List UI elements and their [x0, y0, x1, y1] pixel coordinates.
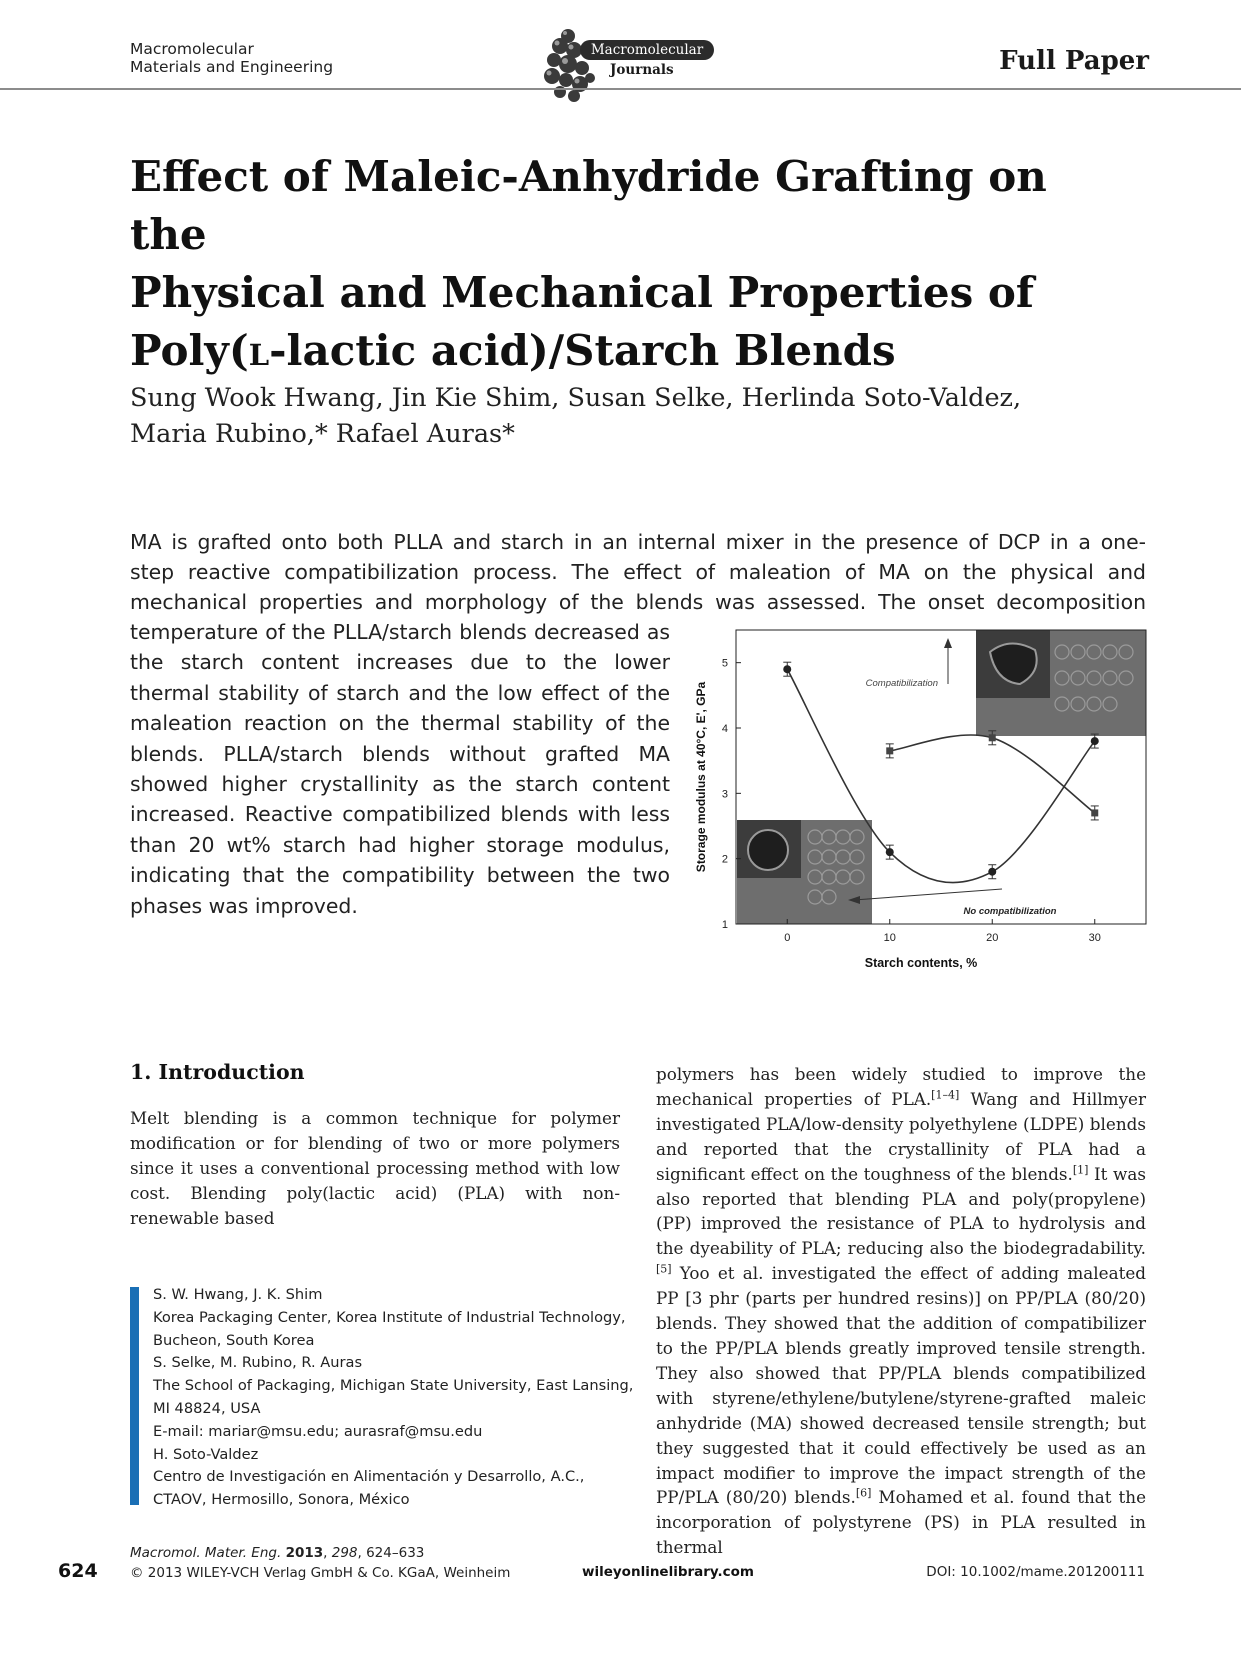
- y-tick-label: 1: [721, 919, 728, 931]
- authors-line1: Sung Wook Hwang, Jin Kie Shim, Susan Selke, Herlinda Soto-Valdez,: [130, 383, 1022, 413]
- x-tick-label: 30: [1088, 932, 1101, 944]
- affiliation-line: CTAOV, Hermosillo, Sonora, México: [153, 1491, 410, 1509]
- data-point: [1091, 737, 1099, 745]
- intro-text-2: Wang and Hillmyer investigated PLA/low-density polyethylene (LDPE) blends and reported that the crystallinity of PLA had a significant effect on the toughness of the blends.: [656, 1088, 1146, 1184]
- copyright: © 2013 WILEY-VCH Verlag GmbH & Co. KGaA, Weinheim: [130, 1565, 511, 1581]
- cite-pages: , 624–633: [357, 1545, 425, 1561]
- intro-text-4: Yoo et al. investigated the effect of adding maleated PP [3 phr (parts per hundred resins)] on PP/PLA (80/20) blends. They showed that the addition of compatibilizer to the PP/PLA blends greatly improved tensile strength. They also showed that PP/PLA blends compatibilized with styrene/ethylene/butylene/styrene-grafted maleic anhydride (MA) showed decreased tensile strength; but they suggested that it could effectively be used as an impact modifier to improve the impact strength of the PP/PLA (80/20) blends.: [656, 1263, 1146, 1508]
- section-label: Full Paper: [999, 46, 1149, 76]
- intro-text-1: polymers has been widely studied to improve the mechanical properties of PLA.: [656, 1064, 1146, 1109]
- journal-name-line1: Macromolecular: [130, 40, 254, 58]
- affiliation-line: S. Selke, M. Rubino, R. Auras: [153, 1354, 363, 1372]
- affiliation-line: H. Soto-Valdez: [153, 1445, 259, 1463]
- data-point: [989, 734, 996, 741]
- y-tick-label: 5: [721, 657, 728, 670]
- cite-year: 2013: [285, 1545, 324, 1561]
- y-tick-label: 3: [721, 788, 728, 801]
- sem-void-uncompatibilized: [748, 830, 788, 870]
- y-tick-label: 4: [721, 723, 728, 735]
- annotation-no-compatibilization: No compatibilization: [963, 906, 1057, 917]
- x-tick-label: 20: [986, 932, 999, 944]
- data-point: [886, 747, 893, 754]
- arrow-no-compatibilization: [854, 889, 1002, 900]
- intro-left-column: [130, 1060, 620, 1231]
- title-line3: [130, 322, 1110, 380]
- doi-link[interactable]: DOI: 10.1002/mame.201200111: [926, 1564, 1145, 1580]
- data-point: [886, 848, 894, 856]
- chart-svg: [690, 622, 1160, 980]
- journal-name-line2: Materials and Engineering: [130, 58, 334, 76]
- y-axis-label: Storage modulus at 40°C, E', GPa: [694, 681, 708, 873]
- abstract-line2: step reactive compatibilization process. The effect of maleation of MA on the physical and: [130, 560, 1146, 584]
- abstract-full-width: [130, 527, 1146, 617]
- series-1-line: [890, 735, 1095, 813]
- page-number: 624: [58, 1560, 98, 1582]
- citation-6[interactable]: [6]: [855, 1486, 872, 1500]
- cite-journal: Macromol. Mater. Eng.: [130, 1545, 282, 1561]
- molecule-icon: [530, 22, 610, 106]
- paper-title: [130, 148, 1110, 380]
- y-tick-label: 2: [721, 853, 728, 866]
- citation-5[interactable]: [5]: [656, 1262, 672, 1276]
- journal-name: [130, 40, 333, 76]
- intro-right-column: [656, 1062, 1146, 1560]
- authors-line2: Maria Rubino,* Rafael Auras*: [130, 419, 515, 449]
- title-line2: Physical and Mechanical Properties of: [130, 268, 1034, 317]
- website-link[interactable]: wileyonlinelibrary.com: [582, 1564, 754, 1580]
- annotation-compatibilization: Compatibilization: [865, 678, 938, 689]
- title-line3-a: Poly(: [130, 326, 249, 375]
- storage-modulus-chart: [690, 622, 1160, 980]
- intro-left-paragraph: Melt blending is a common technique for polymer modification or for blending of two or more polymers since it uses a conventional processing method with low cost. Blending poly(lactic acid) (PLA) with non-renewable based: [130, 1108, 620, 1228]
- logo-title: Macromolecular: [580, 40, 714, 60]
- data-point: [783, 665, 791, 673]
- affiliation-line: Centro de Investigación en Alimentación y Desarrollo, A.C.,: [153, 1468, 585, 1486]
- header-divider: [0, 88, 1241, 90]
- affiliation-block: [153, 1284, 633, 1512]
- title-line3-b: -lactic acid)/Starch Blends: [269, 326, 896, 375]
- title-line3-smallcaps: l: [248, 326, 270, 375]
- abstract-line3: mechanical properties and morphology of the blends was assessed. The onset decomposition: [130, 590, 1146, 614]
- abstract-line1: MA is grafted onto both PLLA and starch in an internal mixer in the presence of DCP in a one-: [130, 530, 1146, 554]
- citation-footer: [130, 1543, 510, 1583]
- x-tick-label: 10: [883, 932, 896, 944]
- abstract-wrapped: [130, 617, 670, 921]
- intro-right-paragraph: [656, 1062, 1146, 1560]
- x-axis-label: Starch contents, %: [864, 956, 978, 970]
- logo-subtitle: Journals: [610, 62, 674, 78]
- author-list: [130, 380, 1110, 452]
- affiliation-accent-bar: [130, 1287, 139, 1505]
- intro-text-3: It was also reported that blending PLA and poly(propylene) (PP) improved the resistance of PLA to hydrolysis and the dyeability of PLA; reducing also the biodegradability.: [656, 1163, 1146, 1259]
- data-point: [1091, 809, 1098, 816]
- abstract-wrap-text: temperature of the PLLA/starch blends decreased as the starch content increases due to the lower thermal stability of starch and the low effect of the maleation reaction on the thermal stability of the blends. PLLA/starch blends without grafted MA showed higher crystallinity as the starch content increased. Reactive compatibilized blends with less than 20 wt% starch had higher storage modulus, indicating that the compatibility between the two phases was improved.: [130, 620, 670, 918]
- title-line1: Effect of Maleic-Anhydride Grafting on the: [130, 152, 1047, 259]
- citation-1[interactable]: [1]: [1072, 1163, 1089, 1177]
- journals-logo: [530, 22, 720, 106]
- data-point: [988, 868, 996, 876]
- citation-line: Macromol. Mater. Eng. 2013, 298, 624–633: [130, 1545, 425, 1561]
- affiliation-line: MI 48824, USA: [153, 1399, 261, 1417]
- affiliation-line: The School of Packaging, Michigan State University, East Lansing,: [153, 1377, 634, 1395]
- affiliation-line: S. W. Hwang, J. K. Shim: [153, 1286, 323, 1303]
- affiliation-email[interactable]: E-mail: mariar@msu.edu; aurasraf@msu.edu: [153, 1422, 483, 1440]
- intro-text-5: Mohamed et al. found that the incorporation of polystyrene (PS) in PLA resulted in thermal: [656, 1487, 1146, 1558]
- citation-1-4[interactable]: [1–4]: [931, 1088, 960, 1102]
- affiliation-line: Bucheon, South Korea: [153, 1331, 315, 1349]
- arrow-head-icon: [944, 638, 952, 648]
- cite-volume: 298: [331, 1545, 358, 1561]
- x-tick-label: 0: [784, 932, 791, 944]
- section-heading-introduction: 1. Introduction: [130, 1060, 305, 1084]
- affiliation-line: Korea Packaging Center, Korea Institute of Industrial Technology,: [153, 1308, 626, 1326]
